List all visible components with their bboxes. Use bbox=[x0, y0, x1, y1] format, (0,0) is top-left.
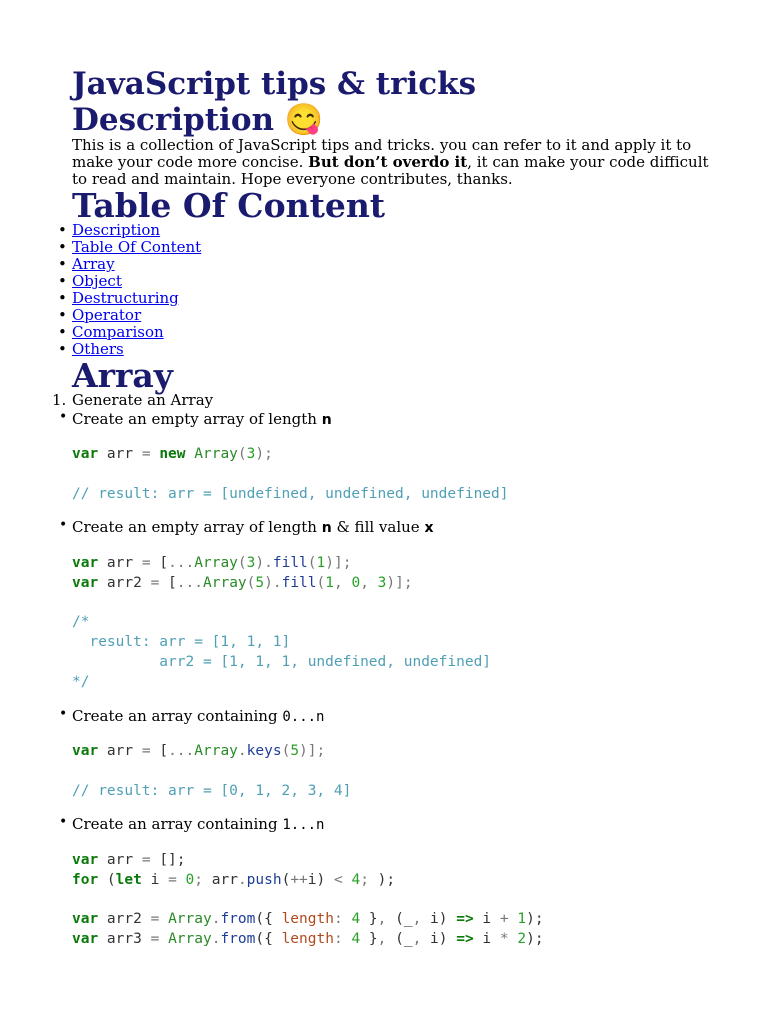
toc-link-array[interactable]: Array bbox=[72, 255, 115, 273]
toc-link-operator[interactable]: Operator bbox=[72, 306, 142, 324]
code-line: var arr = []; bbox=[72, 852, 186, 868]
ordered-list-item: Generate an Array bbox=[72, 391, 214, 409]
description-bold-text: But don’t overdo it bbox=[308, 153, 468, 171]
tip-bold-value: x bbox=[424, 520, 434, 536]
tip-text: Create an array containing bbox=[72, 707, 283, 725]
code-line: var arr3 = Array.from({ length: 4 }, (_, i) => i * 2); bbox=[72, 931, 544, 947]
code-line: var arr = new Array(3); bbox=[72, 446, 273, 462]
code-comment: /* result: arr = [1, 1, 1] arr2 = [1, 1, 1, undefined, undefined] */ bbox=[72, 614, 492, 690]
toc-item bbox=[58, 307, 201, 324]
toc-link-description[interactable]: Description bbox=[72, 221, 161, 239]
toc-list bbox=[58, 222, 201, 358]
bullet-icon: • bbox=[59, 706, 68, 722]
tip-text: Create an array containing bbox=[72, 815, 283, 833]
toc-link-others[interactable]: Others bbox=[72, 340, 124, 358]
toc-item bbox=[58, 324, 201, 341]
code-comment: // result: arr = [0, 1, 2, 3, 4] bbox=[72, 783, 352, 799]
bullet-icon: • bbox=[59, 814, 68, 830]
tip-mono: 1...n bbox=[282, 817, 325, 833]
description-heading: Description 😋 bbox=[72, 102, 324, 138]
page-title: JavaScript tips & tricks bbox=[72, 66, 477, 102]
code-line: var arr2 = Array.from({ length: 4 }, (_, i) => i + 1); bbox=[72, 911, 544, 927]
code-line: for (let i = 0; arr.push(++i) < 4; ); bbox=[72, 872, 396, 888]
ordered-list-number: 1. bbox=[52, 391, 67, 409]
tip-text: Create an empty array of length bbox=[72, 410, 322, 428]
description-text-end: , it can make your code difficult to read and maintain. Hope everyone contributes, thanks. bbox=[72, 153, 709, 188]
tip-create-array-0-n bbox=[72, 708, 325, 726]
tip-text-rest: & fill value bbox=[331, 518, 425, 536]
toc-item bbox=[58, 290, 201, 307]
toc-item bbox=[58, 239, 201, 256]
tip-create-filled-array bbox=[72, 519, 433, 537]
toc-link-destructuring[interactable]: Destructuring bbox=[72, 289, 179, 307]
toc-link-comparison[interactable]: Comparison bbox=[72, 323, 164, 341]
tip-create-array-1-n bbox=[72, 816, 325, 834]
bullet-icon: • bbox=[59, 517, 68, 533]
tip-bold: n bbox=[321, 520, 332, 536]
code-line: var arr = [...Array.keys(5)]; bbox=[72, 743, 326, 759]
tip-create-empty-array bbox=[72, 411, 332, 429]
array-heading: Array bbox=[72, 356, 173, 395]
description-text: This is a collection of JavaScript tips and tricks. you can refer to it and apply it to make your code more concise. bbox=[72, 136, 692, 171]
code-line: var arr2 = [...Array(5).fill(1, 0, 3)]; bbox=[72, 575, 413, 591]
toc-heading: Table Of Content bbox=[72, 186, 386, 225]
toc-item bbox=[58, 256, 201, 273]
description-paragraph bbox=[72, 137, 712, 188]
code-comment: // result: arr = [undefined, undefined, undefined] bbox=[72, 486, 509, 502]
tip-text: Create an empty array of length bbox=[72, 518, 322, 536]
code-line: var arr = [...Array(3).fill(1)]; bbox=[72, 555, 352, 571]
toc-item bbox=[58, 273, 201, 290]
bullet-icon: • bbox=[59, 409, 68, 425]
toc-item bbox=[58, 222, 201, 239]
toc-link-table-of-content[interactable]: Table Of Content bbox=[72, 238, 202, 256]
tip-mono: 0...n bbox=[282, 709, 325, 725]
tip-bold: n bbox=[321, 412, 332, 428]
toc-link-object[interactable]: Object bbox=[72, 272, 122, 290]
